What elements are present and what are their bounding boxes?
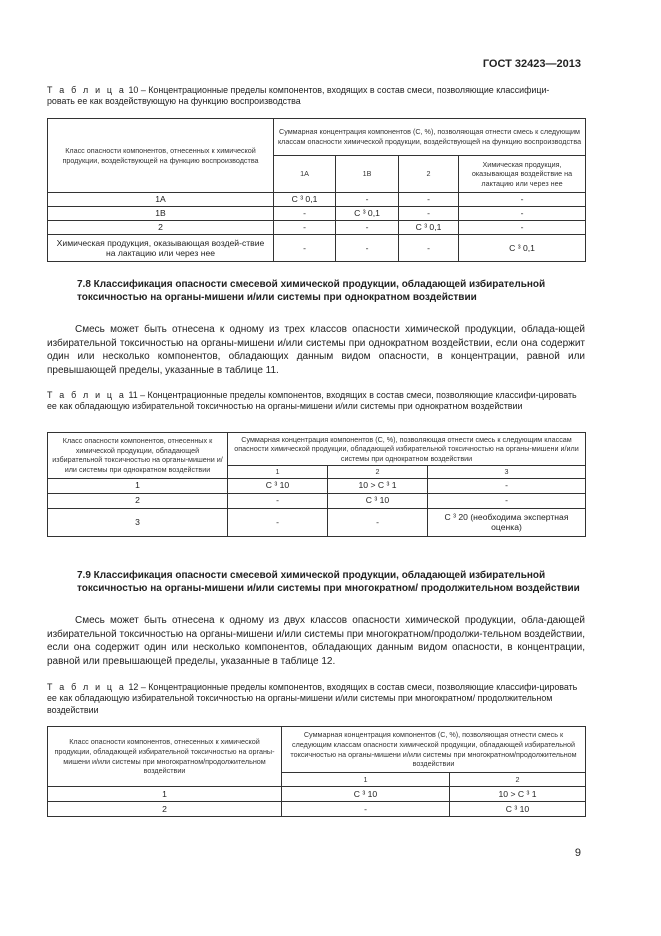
table-10-caption	[47, 85, 585, 108]
table-12	[47, 726, 586, 817]
table-10-col1-header: Класс опасности компонентов, отнесенных к химической продукции, воздействующей на функцию воспроизводства	[48, 119, 274, 193]
table-cell: -	[428, 493, 586, 508]
table-cell: 10 > С ³ 1	[450, 787, 586, 802]
table-cell: С ³ 10	[328, 493, 428, 508]
table-10-subheader: 1В	[336, 156, 399, 193]
table-12-caption	[47, 682, 585, 716]
table-row	[48, 193, 586, 207]
table-11-subheader: 3	[428, 466, 586, 479]
table-cell: 3	[48, 508, 228, 536]
section-7-8-paragraph	[47, 323, 585, 377]
table-11-col1-header: Класс опасности компонентов, отнесенных к химической продукции, обладающей избирательной токсичностью на органы-мишени и/или системы при однократном воздействии	[48, 433, 228, 479]
section-7-9-paragraph	[47, 614, 585, 668]
table-row	[48, 207, 586, 221]
table-cell: Химическая продукция, оказывающая воздей-ствие на лактацию или через нее	[48, 235, 274, 262]
caption-text: – Концентрационные пределы компонентов, входящих в состав смеси, позволяющие классифици-	[140, 85, 550, 95]
table-10-group-header: Суммарная концентрация компонентов (С, %), позволяющая отнести смесь к следующим классам опасности химической продукции, воздействующей на функцию воспроизводства	[274, 119, 586, 156]
table-12-subheader: 2	[450, 773, 586, 787]
caption-label: Т а б л и ц а	[47, 85, 126, 95]
caption-label: Т а б л и ц а	[47, 682, 126, 692]
paragraph-text: Смесь может быть отнесена к одному из трех классов опасности химической продукции, облада-ющей избирательной токсичностью на органы-мишени и/или системы при однократном воздействии, если она содержит один или несколько компонентов, обладающих данным видом опасности, в концентрации, равной или превышающей пределы, указанные в таблице 11.	[47, 324, 585, 376]
table-row	[48, 478, 586, 493]
document-code: ГОСТ 32423—2013	[482, 58, 581, 70]
table-cell: 1В	[48, 207, 274, 221]
page-number: 9	[574, 847, 581, 859]
section-7-8-heading: 7.8 Классификация опасности смесевой химической продукции, обладающей избирательной токсичностью на органы-мишени и/или системы при однократном воздействии	[77, 279, 546, 303]
table-cell: -	[428, 478, 586, 493]
table-10-subheader: Химическая продукция, оказывающая воздействие на лактацию или через нее	[459, 156, 586, 193]
table-row	[48, 493, 586, 508]
table-10-subheader: 1А	[274, 156, 336, 193]
table-cell: 10 > С ³ 1	[328, 478, 428, 493]
caption-number: 10	[128, 85, 139, 95]
table-cell: -	[399, 235, 459, 262]
table-cell: -	[274, 235, 336, 262]
table-cell: 2	[48, 493, 228, 508]
table-11-subheader: 2	[328, 466, 428, 479]
table-cell: С ³ 0,1	[399, 221, 459, 235]
table-cell: С ³ 20 (необходима экспертная оценка)	[428, 508, 586, 536]
table-11-caption	[47, 390, 585, 413]
table-cell: -	[282, 802, 450, 817]
table-10	[47, 118, 586, 262]
table-cell: С ³ 0,1	[274, 193, 336, 207]
table-cell: 1А	[48, 193, 274, 207]
table-cell: -	[336, 235, 399, 262]
caption-number: 12	[128, 682, 139, 692]
table-12-group-header: Суммарная концентрация компонентов (С, %), позволяющая отнести смесь к следующим классам опасности химической продукции, обладающей избирательной токсичностью на органы-мишени и/или системы при многократном/продолжительном воздействии	[282, 727, 586, 773]
caption-text-cont: ровать ее как воздействующую на функцию воспроизводства	[47, 96, 301, 107]
table-cell: -	[459, 193, 586, 207]
table-row	[48, 787, 586, 802]
table-cell: 1	[48, 787, 282, 802]
table-cell: С ³ 0,1	[336, 207, 399, 221]
table-12-col1-header: Класс опасности компонентов, отнесенных к химической продукции, обладающей избирательной токсичностью на органы-мишени и/или системы при многократном/продолжительном воздействии	[48, 727, 282, 787]
table-cell: -	[399, 193, 459, 207]
table-11-group-header: Суммарная концентрация компонентов (С, %), позволяющая отнести смесь к следующим классам опасности химической продукции, обладающей избирательной токсичностью на органы-мишени и/или системы при однократном воздействии	[228, 433, 586, 466]
table-11	[47, 432, 586, 537]
table-cell: 2	[48, 221, 274, 235]
table-row	[48, 508, 586, 536]
table-cell: 2	[48, 802, 282, 817]
caption-text: – Концентрационные пределы компонентов, входящих в состав смеси, позволяющие классифи-цировать ее как обладающую избирательной токсичностью на органы-мишени и/или системы при однократном воздействии	[47, 390, 577, 412]
section-7-9-heading: 7.9 Классификация опасности смесевой химической продукции, обладающей избирательной токсичностью на органы-мишени и/или системы при многократном/ продолжительном воздействии	[77, 570, 580, 594]
table-cell: -	[274, 207, 336, 221]
table-cell: 1	[48, 478, 228, 493]
table-row	[48, 802, 586, 817]
table-cell: -	[336, 221, 399, 235]
caption-number: 11	[128, 390, 138, 400]
table-cell: -	[328, 508, 428, 536]
table-cell: С ³ 10	[282, 787, 450, 802]
table-cell: С ³ 10	[228, 478, 328, 493]
table-cell: -	[459, 221, 586, 235]
table-row	[48, 235, 586, 262]
table-cell: -	[336, 193, 399, 207]
table-cell: С ³ 0,1	[459, 235, 586, 262]
table-cell: -	[459, 207, 586, 221]
table-10-subheader: 2	[399, 156, 459, 193]
table-cell: -	[399, 207, 459, 221]
paragraph-text: Смесь может быть отнесена к одному из двух классов опасности химической продукции, обла-дающей избирательной токсичностью на органы-мишени и/или системы при многократном/продолжи-тельном воздействии, если она содержит один или несколько компонентов, обладающих данным видом опасности, в концентрации, равной или превышающей пределы, указанные в таблице 12.	[47, 615, 585, 667]
table-cell: -	[274, 221, 336, 235]
table-cell: С ³ 10	[450, 802, 586, 817]
table-cell: -	[228, 508, 328, 536]
table-11-subheader: 1	[228, 466, 328, 479]
caption-text: – Концентрационные пределы компонентов, входящих в состав смеси, позволяющие классифи-цировать ее как обладающую избирательной токсичностью на органы-мишени и/или системы при многократном/ продолжительном воздействии	[47, 682, 578, 715]
table-cell: -	[228, 493, 328, 508]
table-row	[48, 221, 586, 235]
table-12-subheader: 1	[282, 773, 450, 787]
caption-label: Т а б л и ц а	[47, 390, 126, 400]
